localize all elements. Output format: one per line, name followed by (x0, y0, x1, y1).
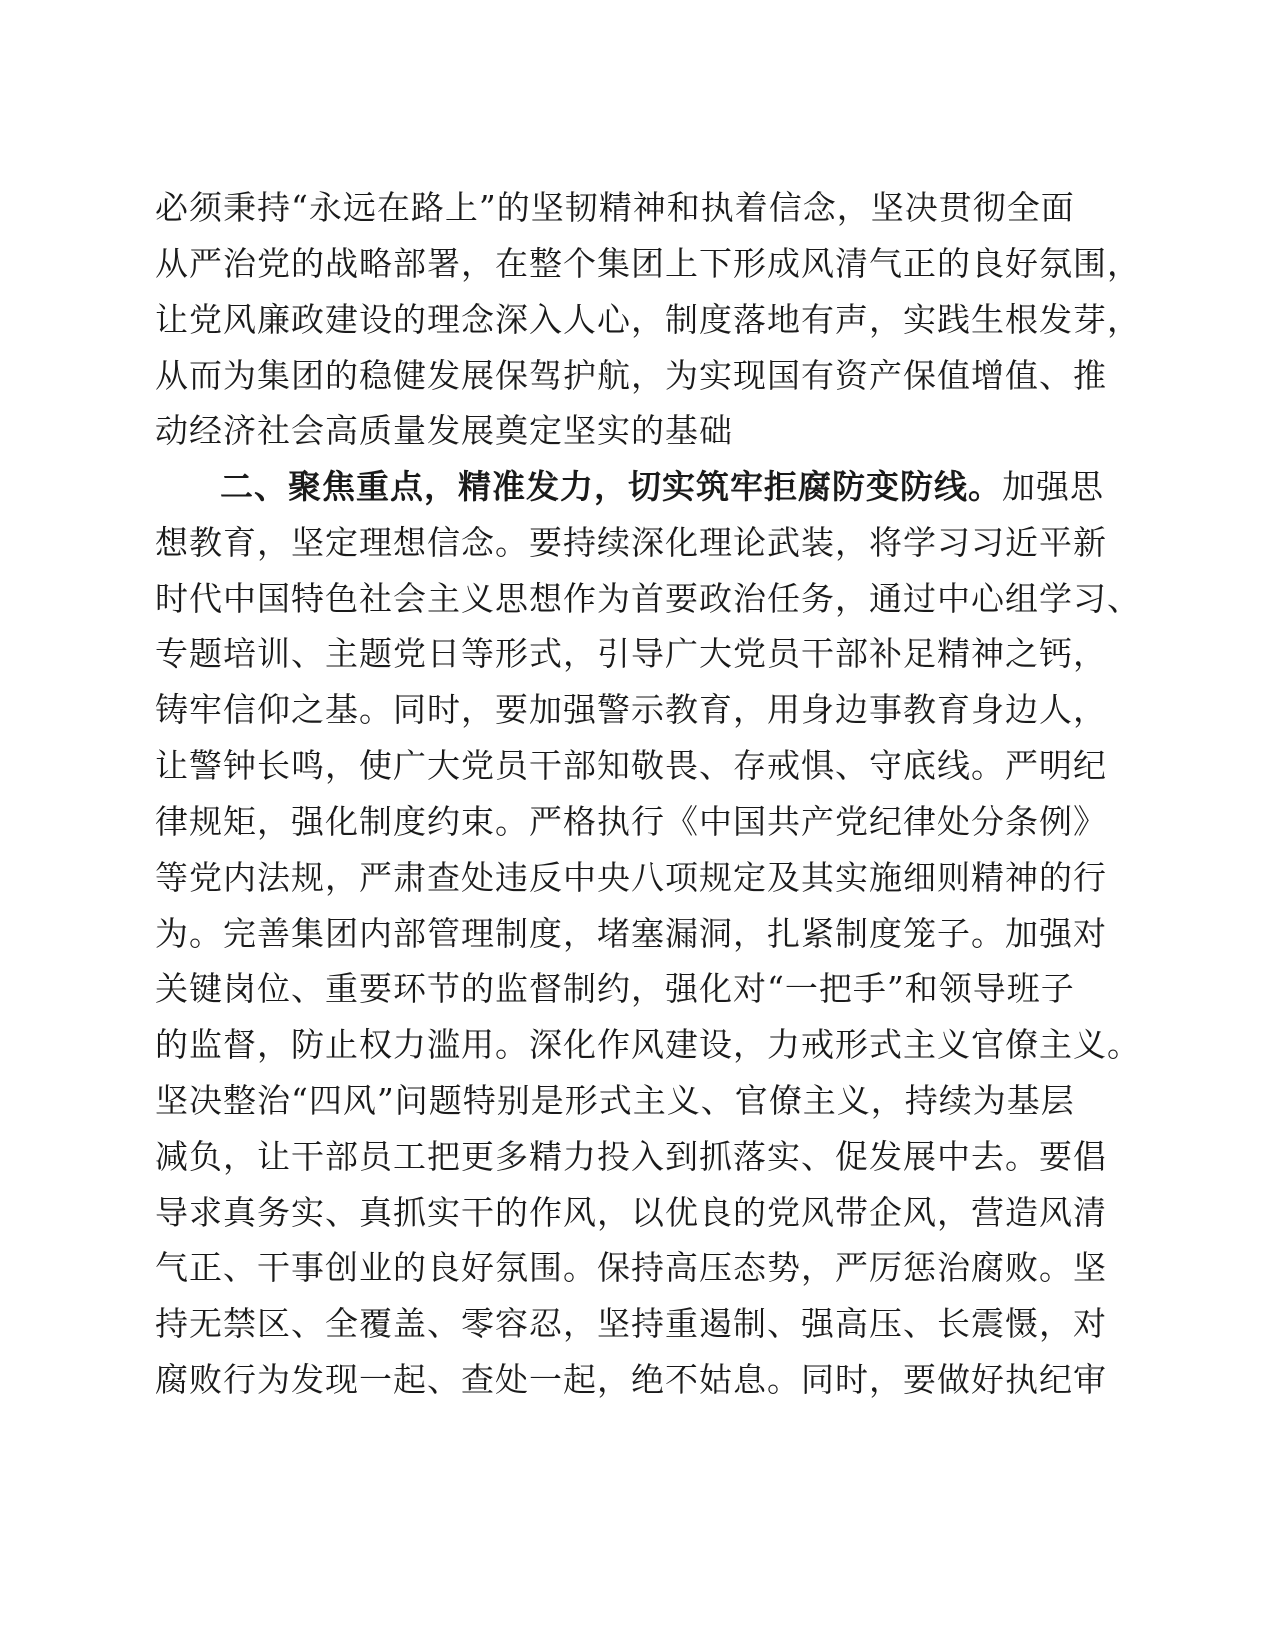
text-line: 为。完善集团内部管理制度，堵塞漏洞，扎紧制度笼子。加强对 (155, 914, 1107, 953)
section-heading: 二、聚焦重点，精准发力，切实筑牢拒腐防变防线。 (220, 467, 1002, 506)
text-line: 律规矩，强化制度约束。严格执行《中国共产党纪律处分条例》 (155, 802, 1107, 841)
text-line: 时代中国特色社会主义思想作为首要政治任务，通过中心组学习、 (155, 579, 1141, 618)
text-line: 加强思 (1002, 467, 1104, 506)
text-line: 的监督，防止权力滥用。深化作风建设，力戒形式主义官僚主义。 (155, 1025, 1141, 1064)
text-line: 专题培训、主题党日等形式，引导广大党员干部补足精神之钙， (155, 634, 1107, 673)
section-heading-line (220, 465, 1104, 509)
text-line: 持无禁区、全覆盖、零容忍，坚持重遏制、强高压、长震慑，对 (155, 1304, 1107, 1343)
text-line: 气正、干事创业的良好氛围。保持高压态势，严厉惩治腐败。坚 (155, 1248, 1107, 1287)
text-line: 动经济社会高质量发展奠定坚实的基础 (155, 411, 733, 450)
text-line: 让党风廉政建设的理念深入人心，制度落地有声，实践生根发芽， (155, 300, 1141, 339)
text-line: 铸牢信仰之基。同时，要加强警示教育，用身边事教育身边人， (155, 690, 1107, 729)
text-line: 关键岗位、重要环节的监督制约，强化对“一把手”和领导班子 (155, 969, 1075, 1008)
text-line: 坚决整治“四风”问题特别是形式主义、官僚主义，持续为基层 (155, 1081, 1075, 1120)
text-line: 必须秉持“永远在路上”的坚韧精神和执着信念，坚决贯彻全面 (155, 188, 1075, 227)
text-line: 从而为集团的稳健发展保驾护航，为实现国有资产保值增值、推 (155, 356, 1107, 395)
text-line: 从严治党的战略部署，在整个集团上下形成风清气正的良好氛围， (155, 244, 1141, 283)
text-line: 等党内法规，严肃查处违反中央八项规定及其实施细则精神的行 (155, 858, 1107, 897)
text-line: 让警钟长鸣，使广大党员干部知敬畏、存戒惧、守底线。严明纪 (155, 746, 1107, 785)
text-line: 导求真务实、真抓实干的作风，以优良的党风带企风，营造风清 (155, 1193, 1107, 1232)
text-line: 减负，让干部员工把更多精力投入到抓落实、促发展中去。要倡 (155, 1137, 1107, 1176)
text-line: 腐败行为发现一起、查处一起，绝不姑息。同时，要做好执纪审 (155, 1360, 1107, 1399)
text-line: 想教育，坚定理想信念。要持续深化理论武装，将学习习近平新 (155, 523, 1107, 562)
